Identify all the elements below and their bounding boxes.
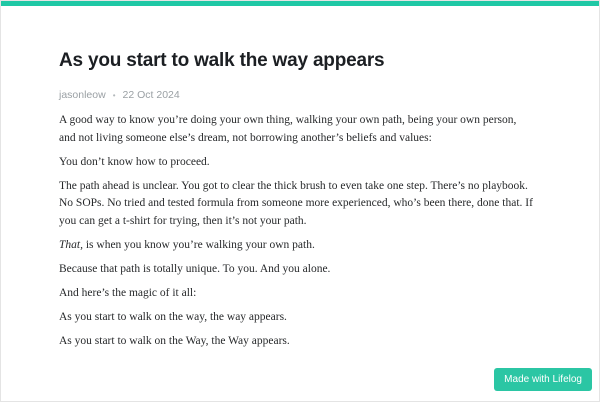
paragraph: The path ahead is unclear. You got to clear the thick brush to even take one step. There’s no playbook. No SOPs. No tried and tested formula from someone more experienced, who’s been there, done that. If you can get a t-shirt for trying, then it’s not your path.: [59, 179, 533, 227]
author-link[interactable]: jasonleow: [59, 89, 106, 101]
italic-lead: That,: [59, 238, 83, 251]
paragraph: And here’s the magic of it all:: [59, 286, 197, 299]
made-with-lifelog-badge[interactable]: Made with Lifelog: [494, 368, 592, 391]
post-date: 22 Oct 2024: [122, 89, 180, 101]
article: [59, 49, 535, 350]
article-body: [59, 112, 535, 350]
paragraph: As you start to walk on the way, the way appears.: [59, 310, 287, 323]
page-title: As you start to walk the way appears: [59, 50, 385, 71]
paragraph: As you start to walk on the Way, the Way appears.: [59, 334, 290, 347]
top-accent-bar: [1, 1, 599, 6]
paragraph-rest: is when you know you’re walking your own path.: [82, 238, 315, 251]
paragraph: A good way to know you’re doing your own thing, walking your own path, being your own person, and not living someone else’s dream, not borrowing another’s beliefs and values:: [59, 114, 517, 144]
paragraph: Because that path is totally unique. To you. And you alone.: [59, 262, 331, 275]
byline: [59, 89, 535, 101]
paragraph: [59, 237, 535, 255]
byline-separator: •: [112, 90, 116, 100]
paragraph: You don’t know how to proceed.: [59, 155, 210, 168]
